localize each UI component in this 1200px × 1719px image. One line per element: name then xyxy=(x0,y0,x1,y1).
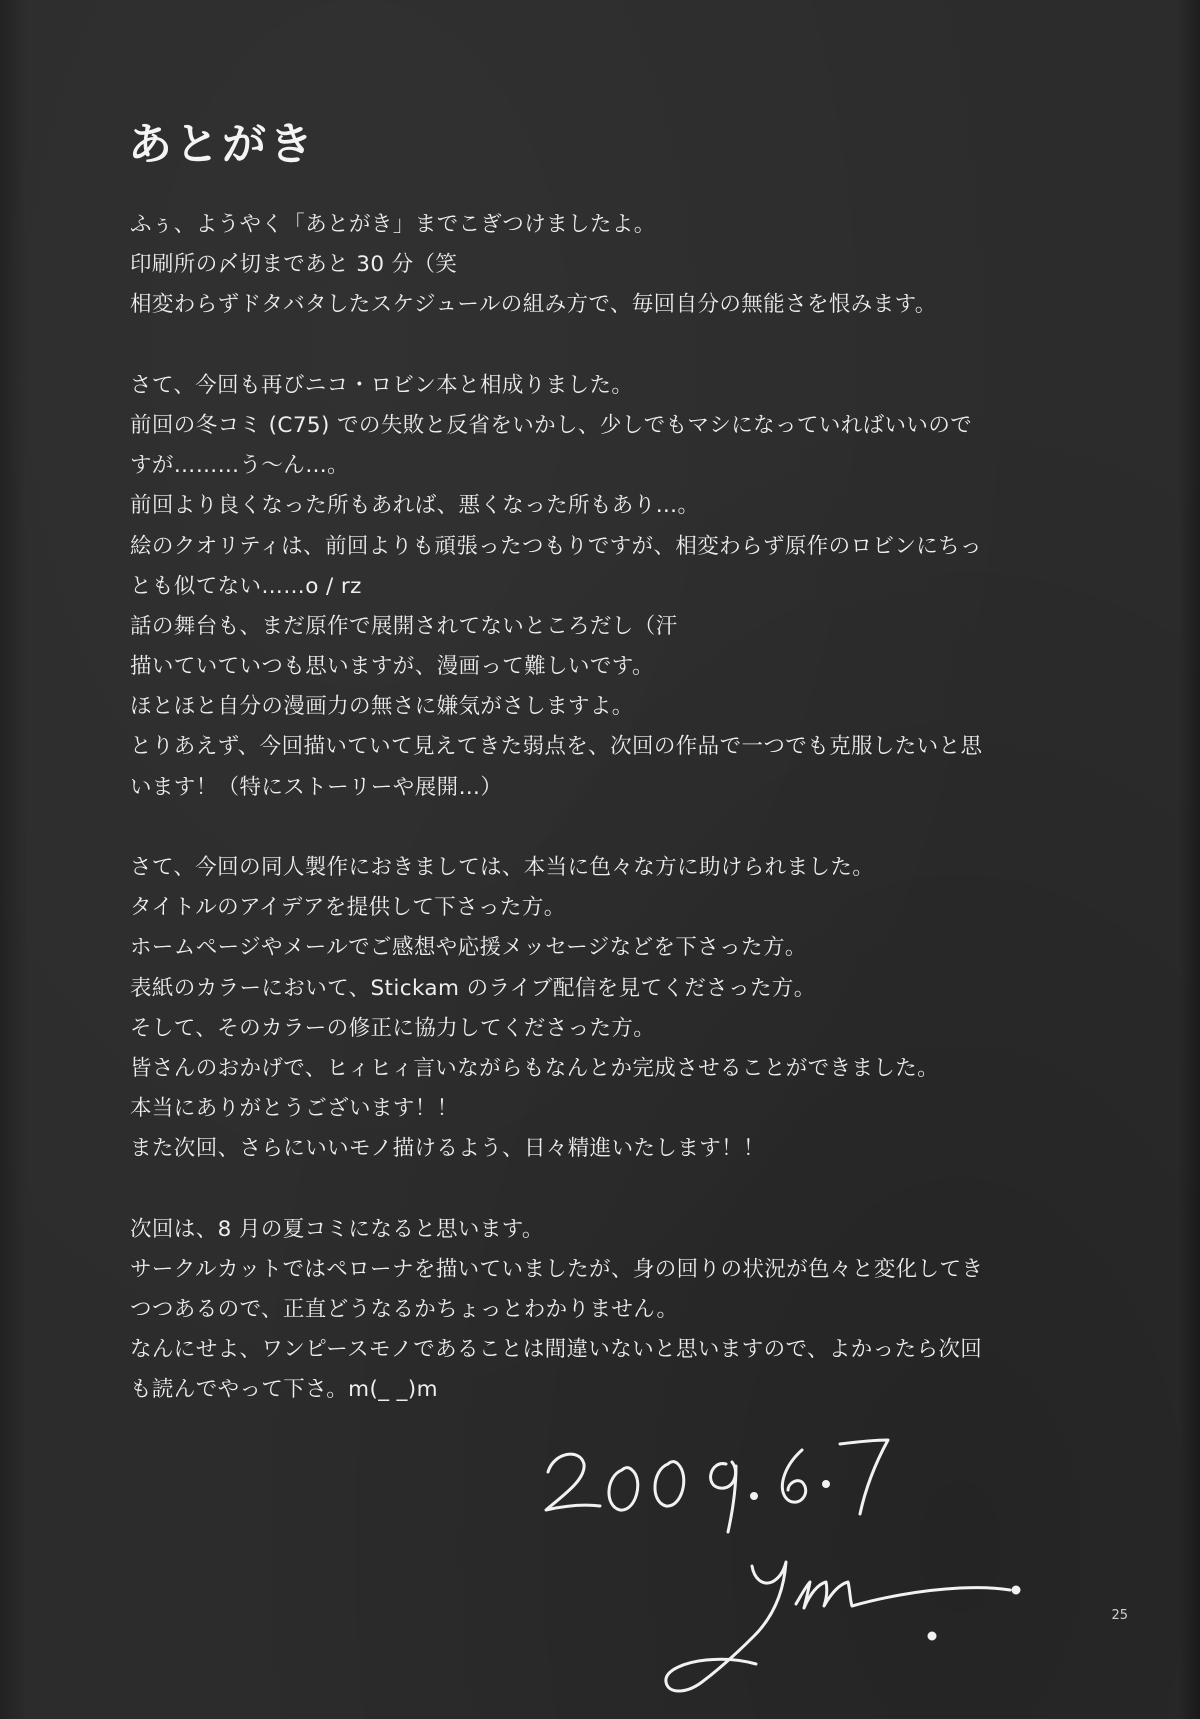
text-line: とりあえず、今回描いていて見えてきた弱点を、次回の作品で一つでも克服したいと思 xyxy=(130,734,983,760)
text-line: つつあるので、正直どうなるかちょっとわかりません。 xyxy=(130,1297,679,1323)
text-line: 本当にありがとうございます！！ xyxy=(130,1096,459,1122)
afterword-body xyxy=(130,205,1080,1411)
text-line: います！（特にストーリーや展開…） xyxy=(130,774,503,800)
text-line: 相変わらずドタバタしたスケジュールの組み方で、毎回自分の無能さを恨みます。 xyxy=(130,292,937,318)
text-line: 皆さんのおかげで、ヒィヒィ言いながらもなんとか完成させることができました。 xyxy=(130,1055,940,1081)
paragraph-gap xyxy=(130,808,1080,848)
paragraph-gap xyxy=(130,326,1080,366)
text-line: 絵のクオリティは、前回よりも頑張ったつもりですが、相変わらず原作のロビンにちっ xyxy=(130,533,982,559)
text-line: タイトルのアイデアを提供して下さった方。 xyxy=(130,895,566,921)
page-title: あとがき xyxy=(128,119,316,170)
handwritten-initials xyxy=(666,1562,1019,1691)
text-line: そして、そのカラーの修正に協力してくださった方。 xyxy=(130,1015,656,1041)
text-line: も読んでやって下さ。m(_ _)m xyxy=(130,1377,438,1403)
text-line: さて、今回も再びニコ・ロビン本と相成りました。 xyxy=(130,372,634,398)
text-line: 印刷所の〆切まであと 30 分（笑 xyxy=(130,252,458,278)
text-line: 前回より良くなった所もあれば、悪くなった所もあり…。 xyxy=(130,493,700,519)
text-line: ホームページやメールでご感想や応援メッセージなどを下さった方。 xyxy=(130,935,807,961)
text-line: すが………う～ん…。 xyxy=(130,453,350,479)
handwritten-date xyxy=(546,1440,888,1532)
text-line: また次回、さらにいいモノ描けるよう、日々精進いたします！！ xyxy=(130,1136,765,1162)
page-number: 25 xyxy=(1111,1608,1128,1623)
text-line: 話の舞台も、まだ原作で展開されてないところだし（汗 xyxy=(130,613,678,639)
paragraph-gap xyxy=(130,1170,1080,1210)
text-line: ほとほと自分の漫画力の無さに嫌気がさしますよ。 xyxy=(130,694,634,720)
handwritten-signature xyxy=(540,1410,1060,1710)
text-line: 前回の冬コミ (C75) での失敗と反省をいかし、少しでもマシになっていればいいので xyxy=(130,412,973,438)
text-line: 描いていていつも思いますが、漫画って難しいです。 xyxy=(130,654,654,680)
text-line: 次回は、8 月の夏コミになると思います。 xyxy=(130,1216,544,1242)
text-line: 表紙のカラーにおいて、Stickam のライブ配信を見てくださった方。 xyxy=(130,975,816,1001)
text-line: とも似てない……o / rz xyxy=(130,573,362,599)
text-line: なんにせよ、ワンピースモノであることは間違いないと思いますので、よかったら次回 xyxy=(130,1337,983,1363)
text-line: さて、今回の同人製作におきましては、本当に色々な方に助けられました。 xyxy=(130,855,875,880)
text-line: サークルカットではペローナを描いていましたが、身の回りの状況が色々と変化してき xyxy=(130,1256,984,1282)
text-line: ふぅ、ようやく「あとがき」までこぎつけましたよ。 xyxy=(130,212,656,237)
